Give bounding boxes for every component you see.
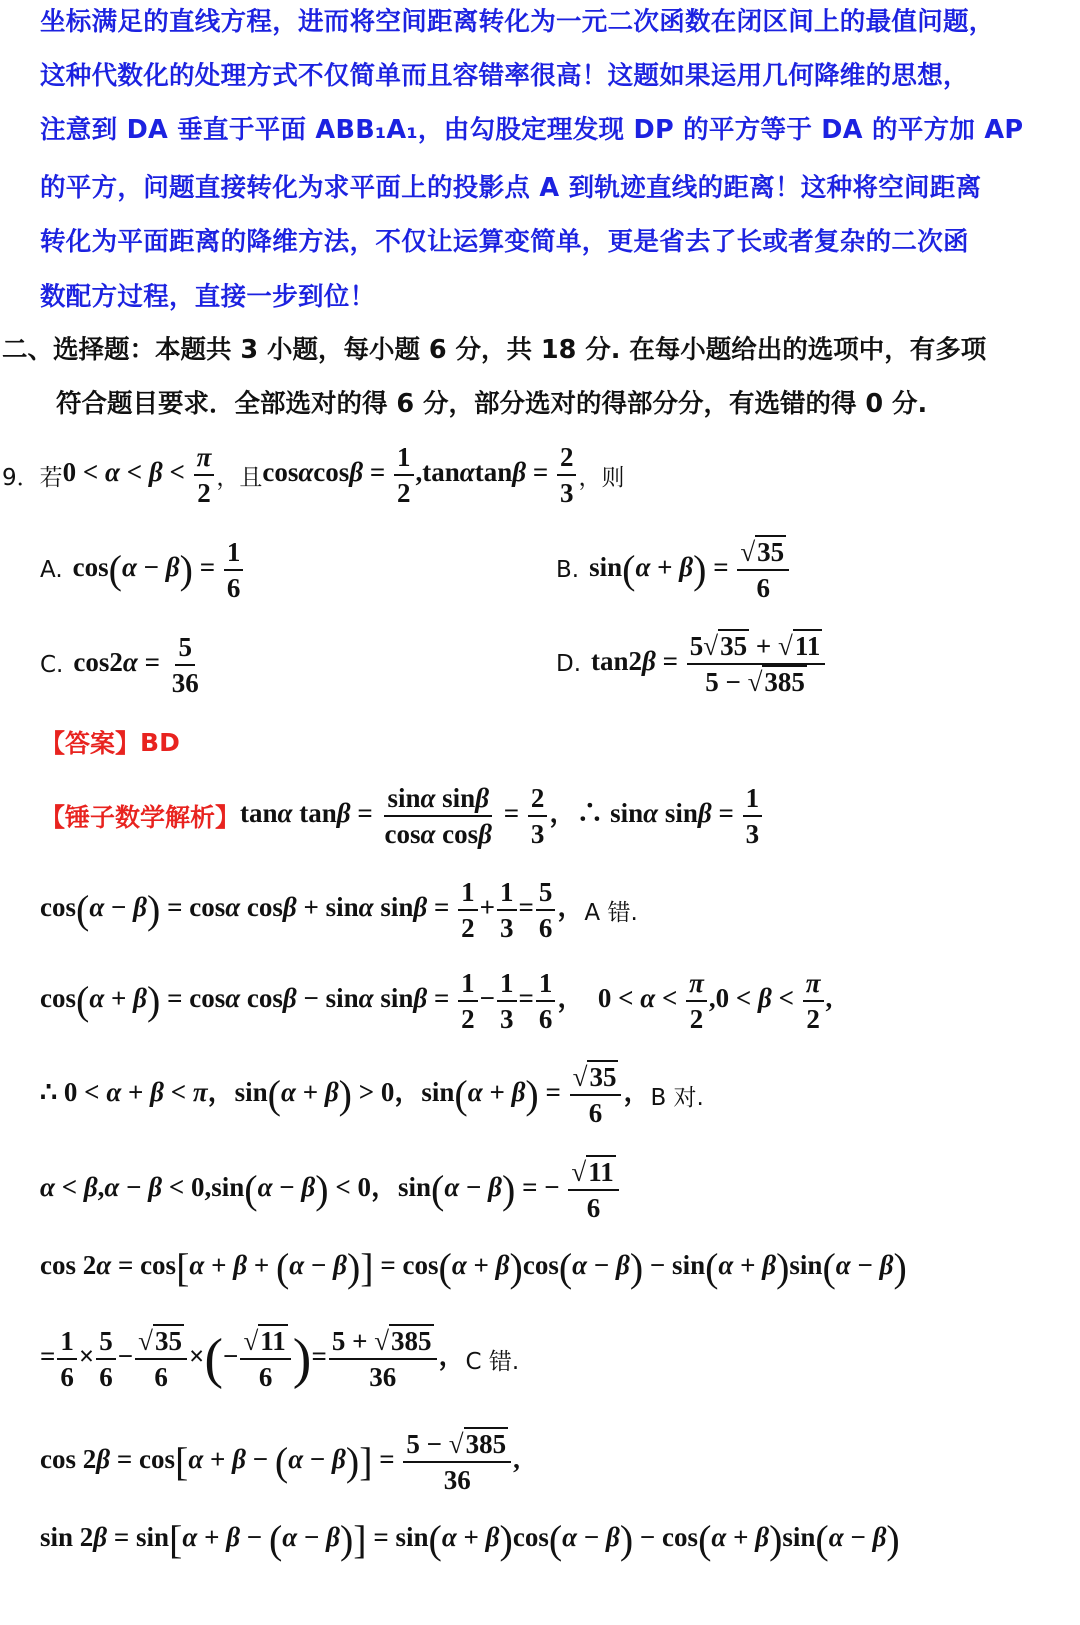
a-wrong-text: A 错. [584, 899, 638, 926]
section-heading-line-2: 符合题目要求．全部选对的得 6 分，部分选对的得部分分，有选错的得 0 分. [56, 389, 928, 419]
explanation-line-3: 注意到 DA 垂直于平面 ABB₁A₁，由勾股定理发现 DP 的平方等于 DA 的平方加 AP [40, 115, 1024, 145]
option-a: A. cos(α − β) = $\frac{1}{6}$ [40, 535, 500, 605]
analysis-step-8: cos 2β = cos[α + β − (α − β)] = $\frac{5 - √385}{36}$ , [40, 1429, 520, 1495]
explanation-line-2: 这种代数化的处理方式不仅简单而且容错率很高！这题如果运用几何降维的思想， [40, 61, 969, 91]
explanation-line-6: 数配方过程，直接一步到位！ [40, 282, 376, 312]
question-9-stem [2, 440, 1080, 510]
analysis-step-3: cos(α + β) = cosα cosβ − sinα sinβ = $\frac{1}{2}$ − $\frac{1}{3}$ = $\frac{1}{6}$ ， 0 < α < $\frac{\pi}{2}$ ,0 < β < $\frac{\pi}{2}$ , [40, 968, 833, 1034]
question-ruo: 若 [39, 464, 63, 491]
analysis-step-6: cos 2α = cos[α + β + (α − β)] = cos(α + β)cos(α − β) − sin(α + β)sin(α − β) [40, 1245, 907, 1290]
question-ze: ，则 [578, 464, 625, 491]
analysis-step-7: = $\frac{1}{6}$ × $\frac{5}{6}$ − $\frac{√35}{6}$ ×(− $\frac{√11}{6}$ )= $\frac{5 + √385}{36}$ ， C 错. [40, 1326, 520, 1392]
analysis-step-9: sin 2β = sin[α + β − (α − β)] = sin(α + β)cos(α − β) − cos(α + β)sin(α − β) [40, 1517, 900, 1562]
stem-inequality: 0 < α < β < $\frac{\pi}{2}$ [63, 443, 217, 507]
answer-value: BD [140, 727, 180, 757]
option-d: D. tan2β = $\frac{5√35 + √11}{5 - √385}$ [556, 628, 1036, 700]
answer-label: 【答案】 [40, 729, 141, 758]
question-number: 9． [2, 464, 40, 491]
option-c-label: C. [40, 652, 64, 678]
explanation-line-5: 转化为平面距离的降维方法，不仅让运算变简单，更是省去了长或者复杂的二次函 [40, 227, 969, 257]
option-b-label: B. [556, 557, 580, 583]
option-d-label: D. [556, 651, 582, 677]
section-heading-line-1: 二、选择题：本题共 3 小题，每小题 6 分，共 18 分. 在每小题给出的选项中，有多项 [2, 335, 987, 365]
option-a-label: A. [40, 557, 63, 583]
analysis-step-5: α < β,α − β < 0,sin(α − β) < 0，sin(α − β) = − $\frac{√11}{6}$ [40, 1153, 1080, 1227]
c-wrong-text: C 错. [465, 1348, 520, 1375]
answer-line [40, 722, 1080, 762]
explanation-line-4: 的平方，问题直接转化为求平面上的投影点 A 到轨迹直线的距离！这种将空间距离 [40, 173, 982, 203]
analysis-step-4: ∴ 0 < α + β < π，sin(α + β) > 0，sin(α + β) = $\frac{√35}{6}$ ， B 对. [40, 1062, 704, 1128]
analysis-step-2: cos(α − β) = cosα cosβ + sinα sinβ = $\frac{1}{2}$ + $\frac{1}{3}$ = $\frac{5}{6}$ ， A 错. [40, 877, 638, 943]
explanation-line-1: 坐标满足的直线方程，进而将空间距离转化为一元二次函数在闭区间上的最值问题， [40, 7, 995, 37]
question-qie: ，且 [216, 464, 263, 491]
option-c: C. cos2α = $\frac{5}{36}$ [40, 632, 199, 698]
stem-condition: cosαcosβ = $\frac{1}{2}$ ,tanαtanβ = $\frac{2}{3}$ [262, 443, 578, 507]
analysis-step-1: 【锤子数学解析】 tanα tanβ = $\frac{\text{sinα sinβ}}{\text{cosα cosβ}}$ = $\frac{2}{3}$ ，∴ sinα sinβ = $\frac{1}{3}$ [40, 778, 1080, 854]
option-b: B. sin(α + β) = $\frac{√35}{6}$ [556, 535, 1036, 605]
analysis-label: 【锤子数学解析】 [40, 803, 241, 832]
b-right-text: B 对. [650, 1084, 704, 1111]
